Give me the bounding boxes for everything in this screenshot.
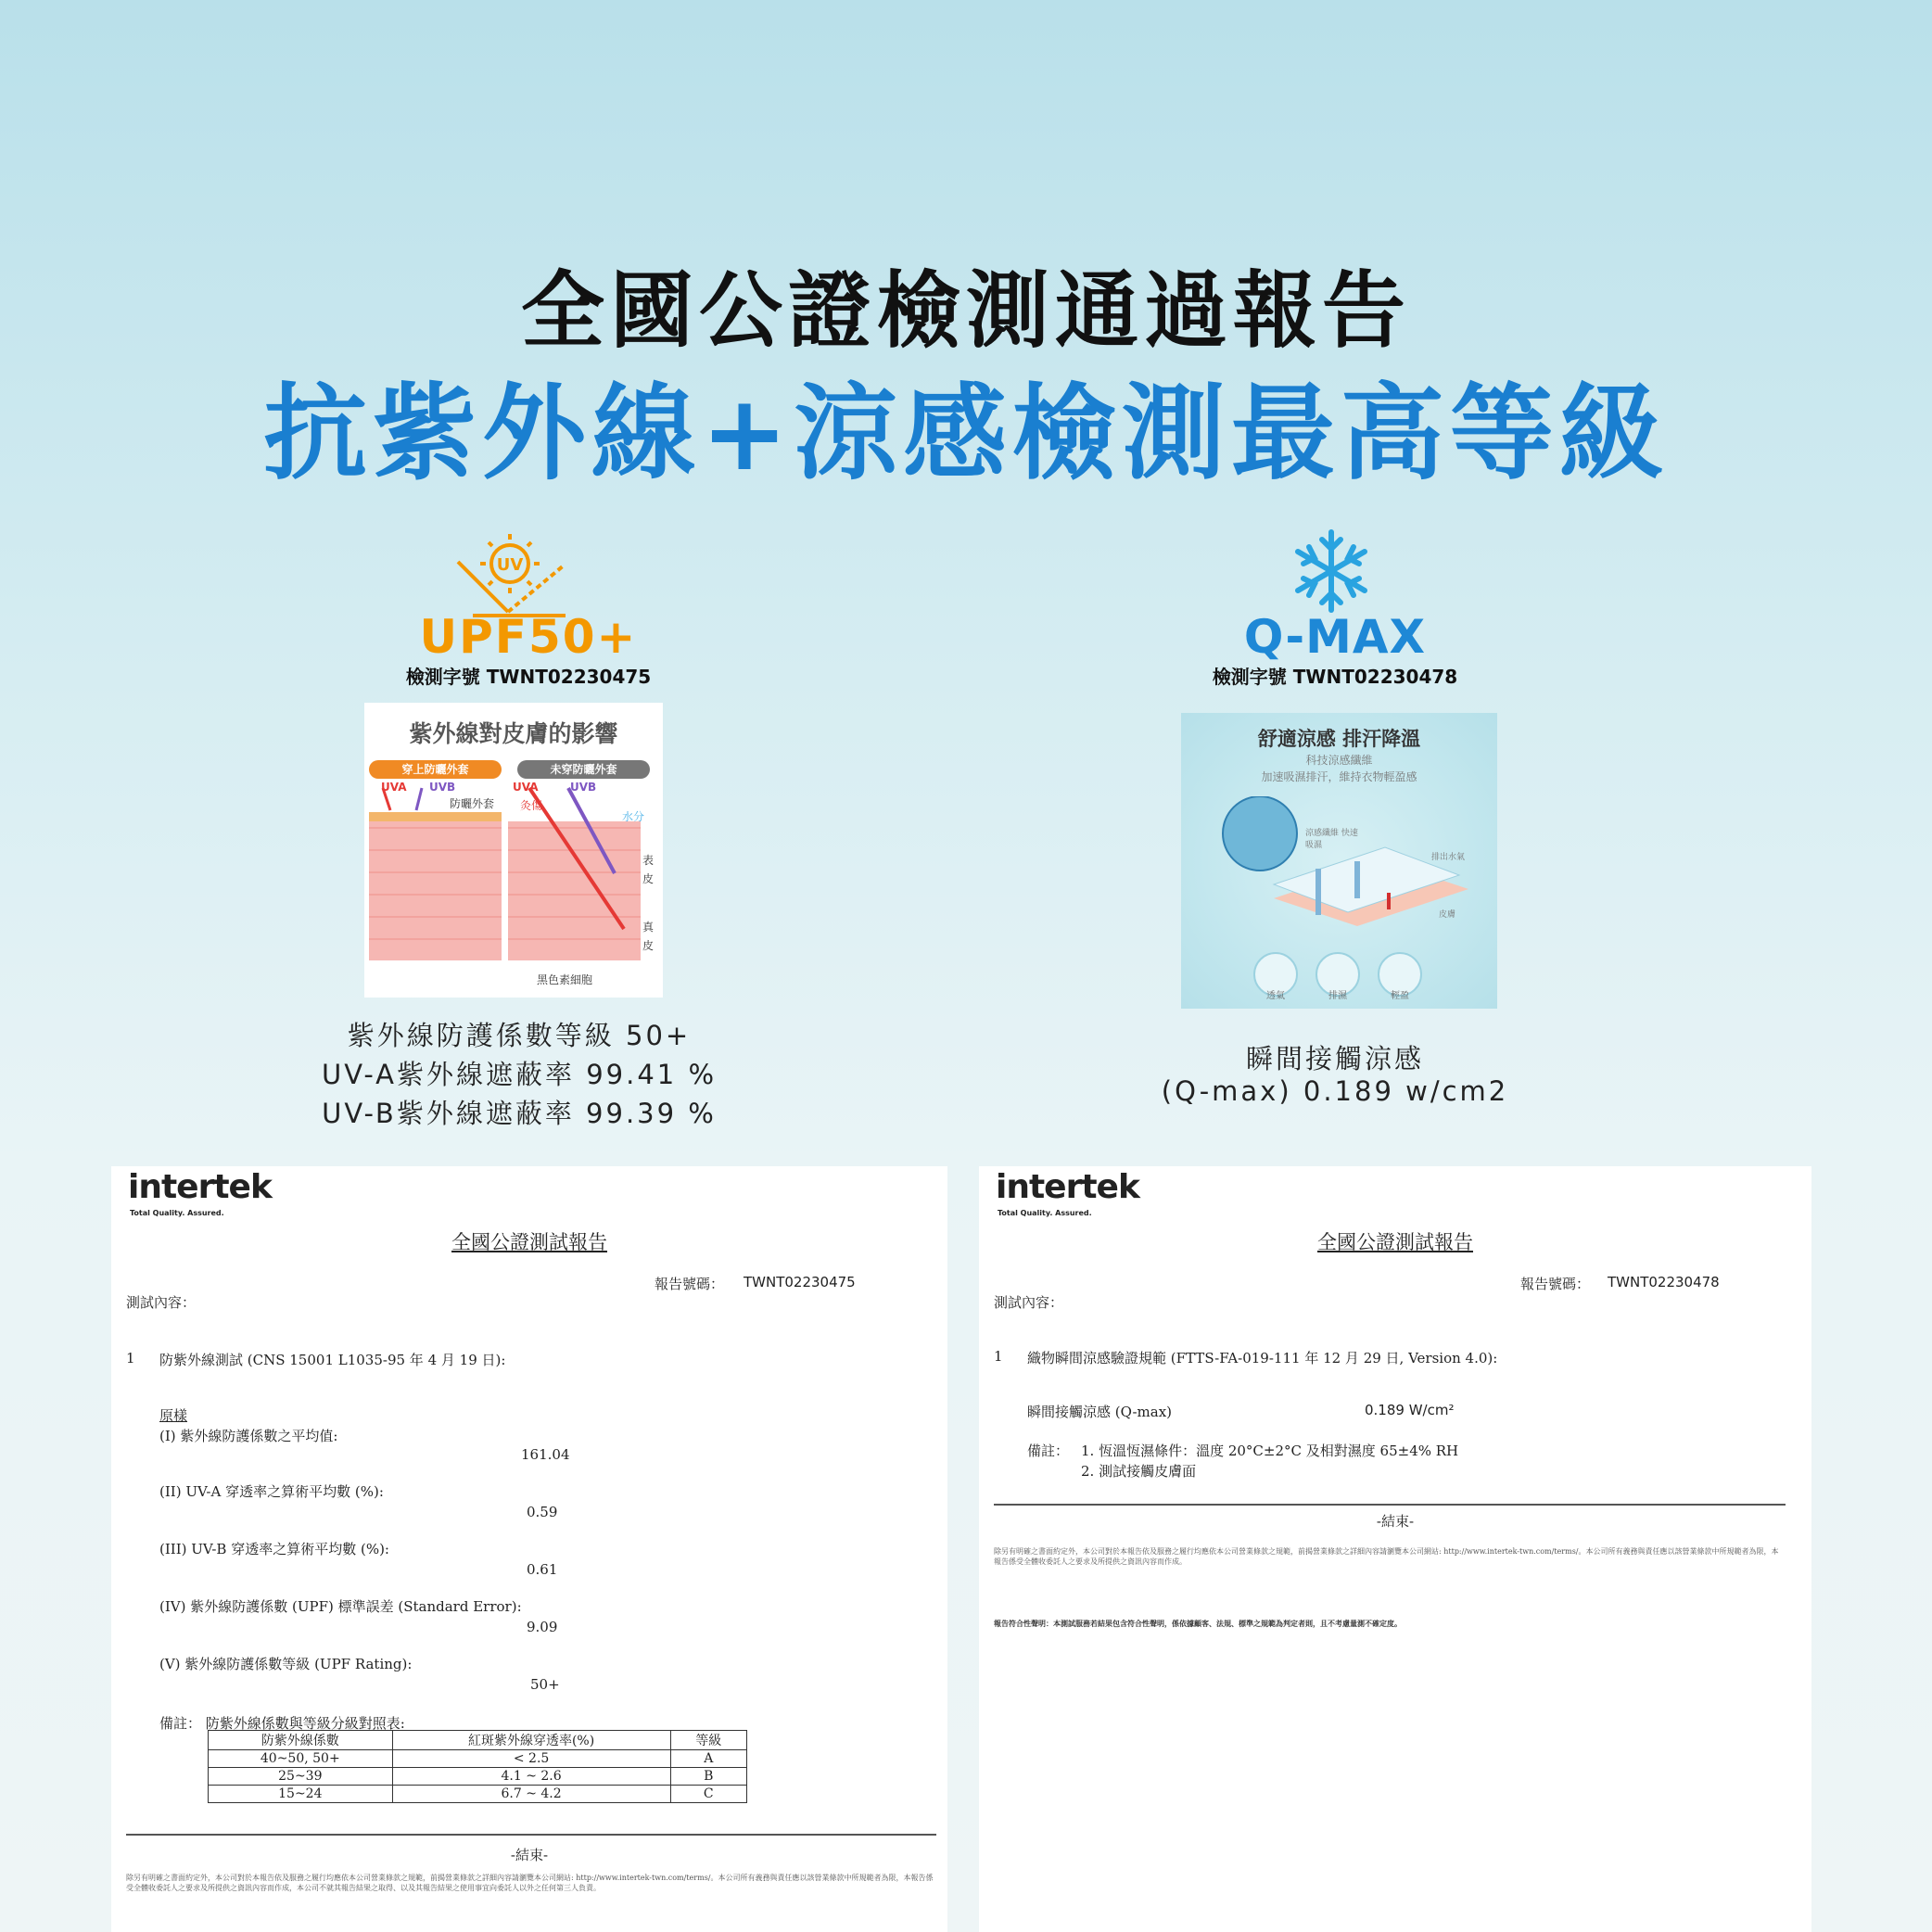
page-title: 全國公證檢測通過報告 <box>521 262 1411 360</box>
grade-cell: 6.7 ~ 4.2 <box>392 1786 670 1803</box>
uv-icon-text: UV <box>496 555 524 575</box>
qmax-figure-sub2: 加速吸濕排汗，維持衣物輕盈感 <box>1261 770 1417 783</box>
report-no: TWNT02230478 <box>1608 1274 1720 1290</box>
note-1: 1. 恆溫恆濕條件：溫度 20°C±2°C 及相對濕度 65±4% RH <box>1081 1443 1459 1459</box>
item-no: 1 <box>126 1350 135 1366</box>
result-q1: (I) 紫外線防護係數之平均值: <box>159 1428 338 1444</box>
fine-print: 除另有明確之書面約定外，本公司對於本報告依及服務之履行均應依本公司營業條款之規範，前揭營業條款之詳細內容請瀏覽本公司網站: http://www.intertek-twn.com/terms/。本公司所有義務與責任應以該營業條款中所規範者為限，本報告係受全體收委託人之要求及所提供之資訊內容而作成，本公司不就其報告結果之取得、以及其報告結果之使用事宜向委託人以外之任何第三人負責。 <box>126 1874 934 1892</box>
end-marker: -結束- <box>1376 1513 1415 1530</box>
intertek-logo: intertek <box>996 1168 1139 1206</box>
icon-label: 透氣 <box>1266 991 1285 1001</box>
uva-label-right: UVA <box>513 781 539 794</box>
divider <box>994 1504 1786 1506</box>
sample-label: 原樣 <box>159 1407 188 1424</box>
intertek-tagline: Total Quality. Assured. <box>130 1209 224 1217</box>
fine-print: 除另有明確之書面約定外，本公司對於本報告依及服務之履行均應依本公司營業條款之規範，前揭營業條款之詳細內容請瀏覽本公司網站: http://www.intertek-twn.com/terms/。本公司所有義務與責任應以該營業條款中所規範者為限，本報告係受全體收委託人之要求及所提供之資訊內容而作成。 <box>994 1547 1779 1566</box>
fiber-label: 涼感纖維 快速吸濕 <box>1305 829 1358 850</box>
qmax-code: 檢測字號 TWNT02230478 <box>1212 666 1458 688</box>
item-no: 1 <box>994 1348 1003 1365</box>
uv-skin-diagram <box>364 703 663 998</box>
page-subtitle: 抗紫外線+涼感檢測最高等級 <box>263 374 1669 494</box>
result-v1: 0.189 W/cm² <box>1365 1402 1455 1418</box>
upf-label: UPF50+ <box>419 610 638 664</box>
content-label: 測試內容： <box>126 1294 197 1311</box>
grade-cell: B <box>670 1768 746 1786</box>
report-title: 全國公證測試報告 <box>1317 1231 1473 1253</box>
uvb-label-right: UVB <box>570 781 597 794</box>
content-label: 測試內容： <box>994 1294 1064 1311</box>
grade-cell: 15~24 <box>209 1786 393 1803</box>
note-2: 2. 測試接觸皮膚面 <box>1081 1463 1197 1480</box>
report-no-label: 報告號碼： <box>655 1276 725 1292</box>
result-v1: 161.04 <box>521 1446 570 1463</box>
epidermis-label: 表皮 <box>642 854 655 885</box>
snowflake-icon <box>1294 528 1368 614</box>
uvb-label-left: UVB <box>429 781 456 794</box>
result-v3: 0.61 <box>527 1561 558 1578</box>
qmax-cooling-diagram <box>1181 713 1497 1009</box>
jacket-label: 防曬外套 <box>450 797 495 810</box>
moisture-label: 水分 <box>622 810 645 823</box>
grade-cell: C <box>670 1786 746 1803</box>
grade-header: 等級 <box>670 1731 746 1750</box>
report-title: 全國公證測試報告 <box>451 1231 607 1253</box>
note-label: 備註： <box>1027 1443 1070 1459</box>
grade-cell: 25~39 <box>209 1768 393 1786</box>
disclaimer: 報告符合性聲明：本測試服務若結果包含符合性聲明，係依據顧客、法規、標準之規範為判定者則，且不考慮量測不確定度。 <box>994 1619 1402 1628</box>
qmax-figure-title: 舒適涼感 排汗降溫 <box>1257 728 1421 750</box>
uv-test-report <box>111 1166 947 1932</box>
result-q1: 瞬間接觸涼感 (Q-max) <box>1027 1404 1173 1420</box>
result-q2: (II) UV-A 穿透率之算術平均數 (%): <box>159 1483 384 1500</box>
report-no: TWNT02230475 <box>744 1274 856 1290</box>
test-item: 織物瞬間涼感驗證規範 (FTTS-FA-019-111 年 12 月 29 日, Version 4.0): <box>1027 1350 1498 1366</box>
pill-without-jacket: 未穿防曬外套 <box>517 760 650 779</box>
uva-label-left: UVA <box>381 781 407 794</box>
melanin-label: 黑色素細胞 <box>537 973 593 986</box>
end-marker: -結束- <box>510 1847 549 1863</box>
test-item: 防紫外線測試 (CNS 15001 L1035-95 年 4 月 19 日): <box>159 1352 506 1368</box>
uvb-stat: UV-B紫外線遮蔽率 99.39 % <box>322 1098 717 1129</box>
uv-rays <box>364 781 663 966</box>
result-v5: 50+ <box>530 1676 560 1693</box>
grade-cell: 4.1 ~ 2.6 <box>392 1768 670 1786</box>
report-no-label: 報告號碼： <box>1520 1276 1591 1292</box>
grade-note: 備註： 防紫外線係數與等級分級對照表: <box>159 1715 405 1732</box>
grade-cell: 40~50, 50+ <box>209 1750 393 1768</box>
qmax-test-report <box>979 1166 1811 1932</box>
divider <box>126 1834 936 1836</box>
result-v4: 9.09 <box>527 1619 558 1635</box>
grade-header: 防紫外線係數 <box>209 1731 393 1750</box>
grade-header: 紅斑紫外線穿透率(%) <box>392 1731 670 1750</box>
uv-upf-stat: 紫外線防護係數等級 50+ <box>347 1020 692 1051</box>
result-q3: (III) UV-B 穿透率之算術平均數 (%): <box>159 1541 389 1557</box>
dermis-label: 真皮 <box>642 921 655 952</box>
uv-figure-title: 紫外線對皮膚的影響 <box>409 720 618 747</box>
uv-sun-icon <box>454 528 575 621</box>
skin-label: 皮膚 <box>1439 910 1456 920</box>
result-v2: 0.59 <box>527 1504 558 1520</box>
intertek-logo: intertek <box>128 1168 272 1206</box>
result-q4: (IV) 紫外線防護係數 (UPF) 標準誤差 (Standard Error): <box>159 1598 522 1615</box>
grade-cell: < 2.5 <box>392 1750 670 1768</box>
pill-with-jacket: 穿上防曬外套 <box>369 760 502 779</box>
grade-cell: A <box>670 1750 746 1768</box>
result-q5: (V) 紫外線防護係數等級 (UPF Rating): <box>159 1656 413 1672</box>
qmax-figure-sub1: 科技涼感纖維 <box>1305 754 1373 767</box>
icon-label: 排濕 <box>1328 991 1347 1001</box>
qmax-label: Q-MAX <box>1243 610 1427 664</box>
burn-label: 灸傷 <box>520 799 543 812</box>
qmax-stat-value: (Q-max) 0.189 w/cm2 <box>1161 1075 1509 1107</box>
upf-code: 檢測字號 TWNT02230475 <box>405 666 652 688</box>
out-label: 排出水氣 <box>1431 853 1466 862</box>
icon-label: 輕盈 <box>1391 991 1409 1001</box>
uva-stat: UV-A紫外線遮蔽率 99.41 % <box>321 1059 718 1090</box>
grade-table <box>208 1730 747 1803</box>
intertek-tagline: Total Quality. Assured. <box>998 1209 1092 1217</box>
qmax-stat-label: 瞬間接觸涼感 <box>1245 1043 1424 1074</box>
